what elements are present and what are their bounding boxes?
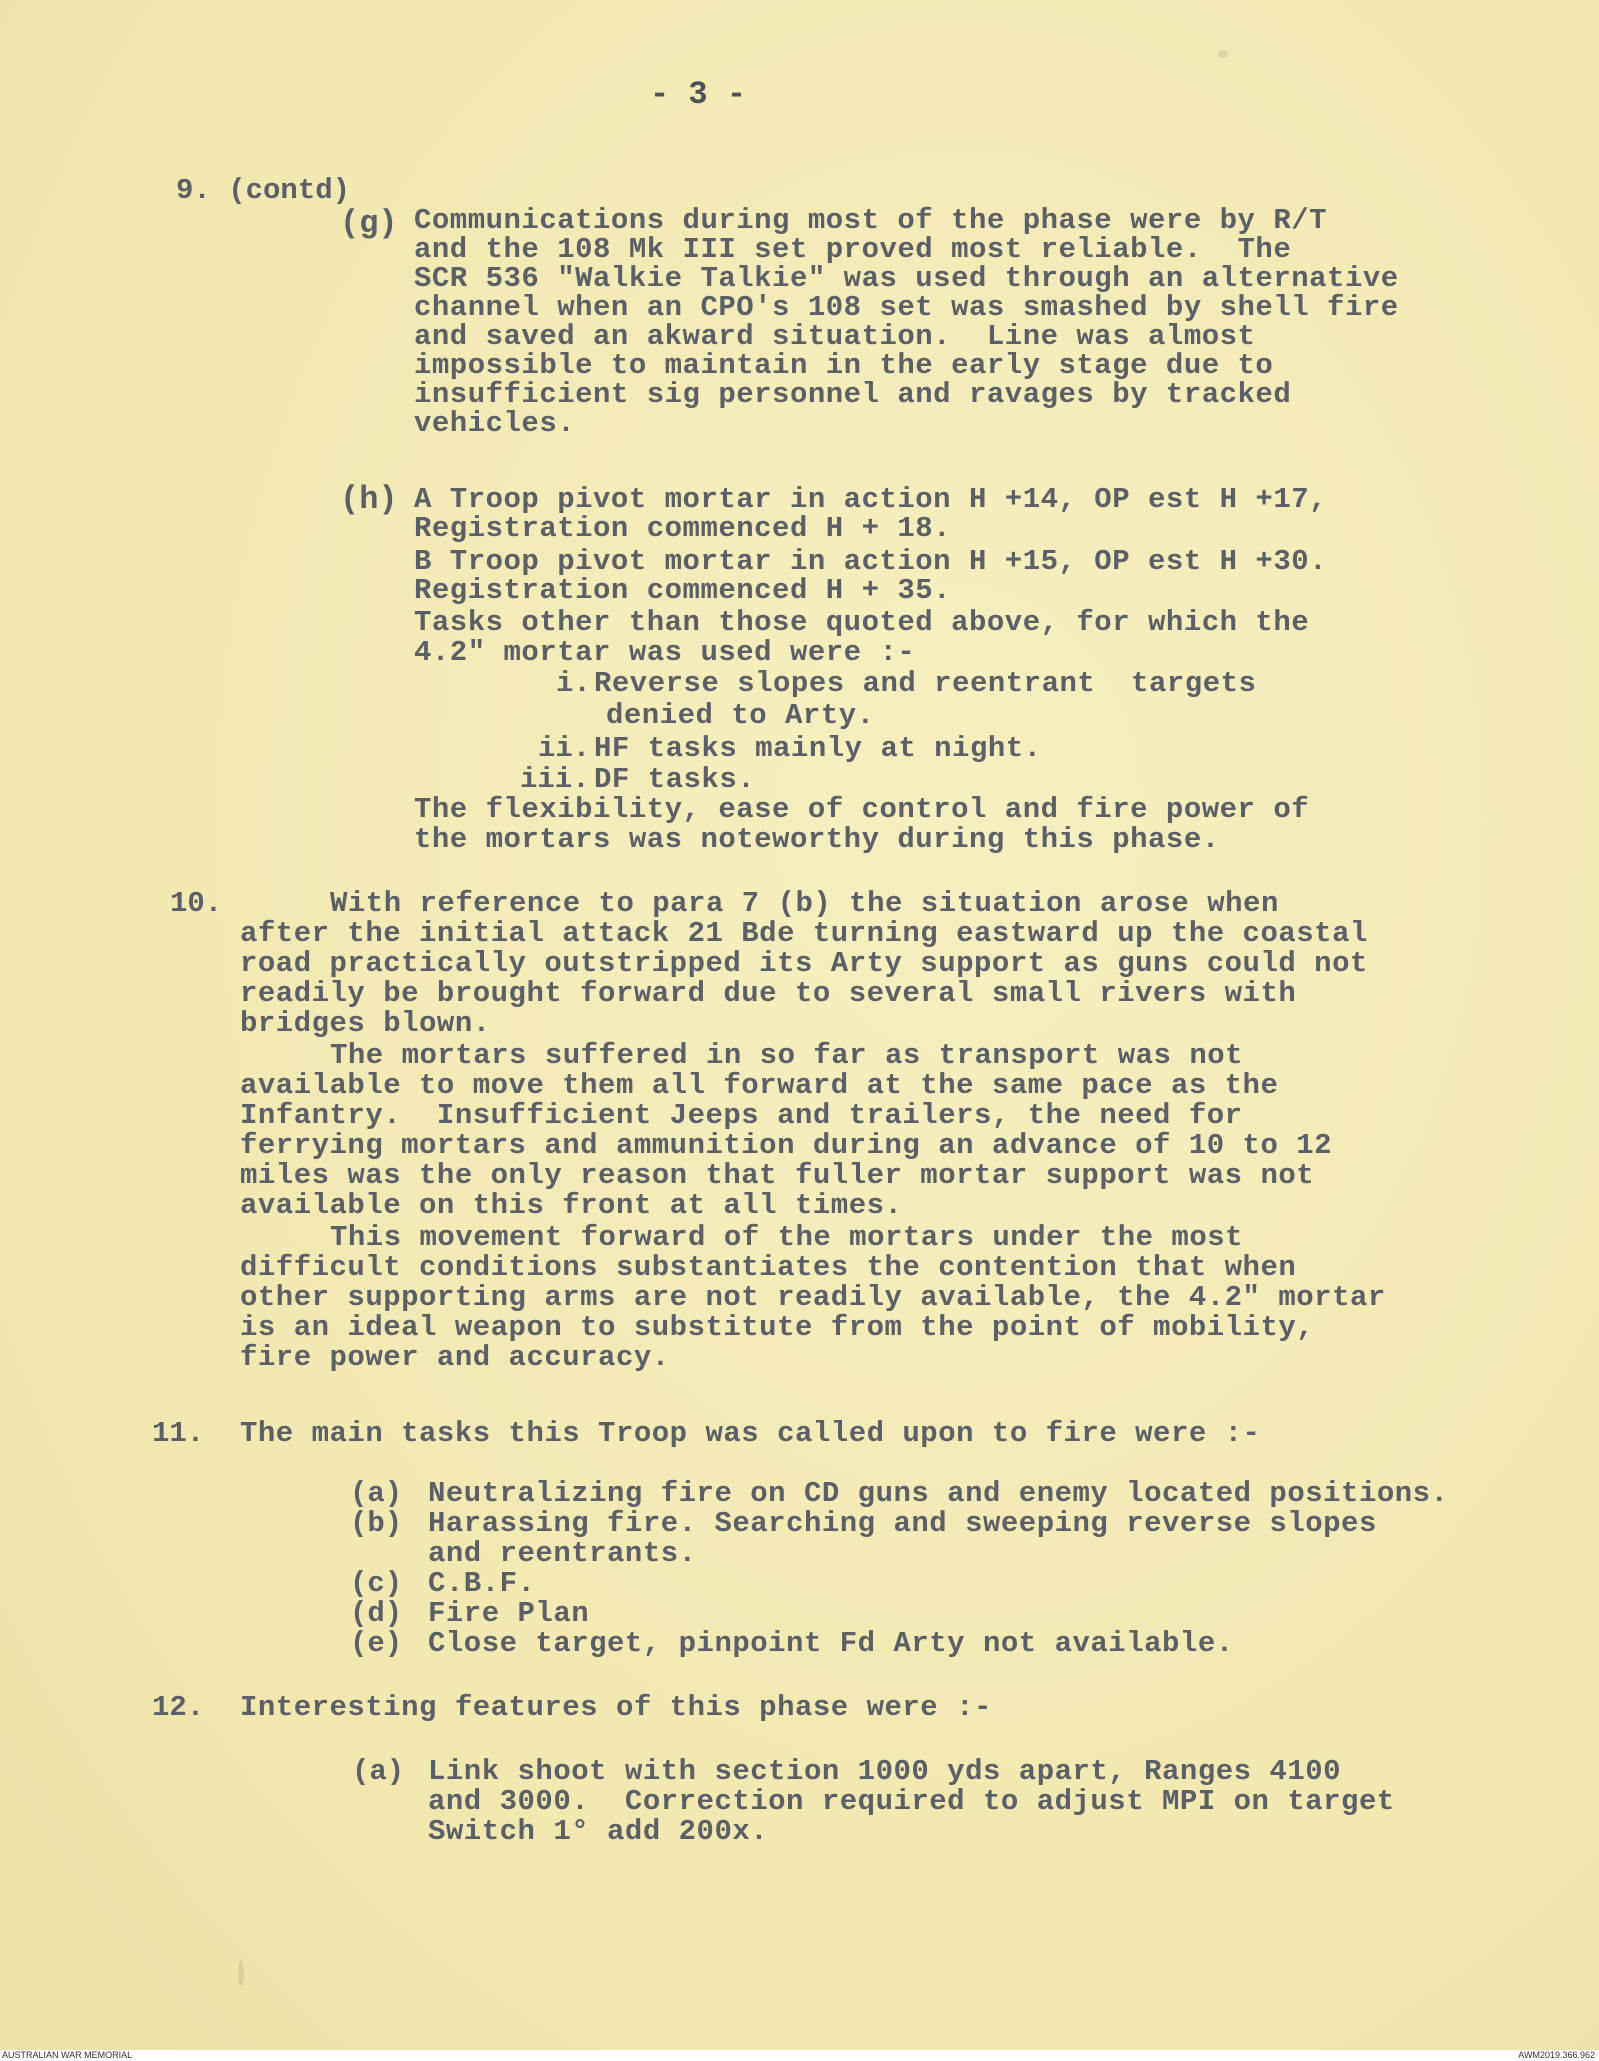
- para9-h-line: 4.2" mortar was used were :-: [414, 636, 916, 669]
- paragraph-number-12: 12.: [152, 1691, 205, 1724]
- paper-mark: [1218, 50, 1228, 58]
- para10-line: This movement forward of the mortars under the most: [330, 1221, 1244, 1254]
- para10-line: other supporting arms are not readily available, the 4.2" mortar: [240, 1281, 1386, 1314]
- item-marker: (a): [350, 1477, 403, 1510]
- para10-line: With reference to para 7 (b) the situation arose when: [330, 887, 1279, 920]
- item-marker-g: (g): [340, 205, 398, 242]
- archive-footer: [0, 2050, 1599, 2061]
- item-marker: (c): [350, 1567, 403, 1600]
- para9-g-line: Communications during most of the phase were by R/T: [414, 204, 1328, 237]
- paragraph-number-11: 11.: [152, 1417, 205, 1450]
- para12-item-line: Switch 1° add 200x.: [428, 1815, 769, 1848]
- task-line: DF tasks.: [594, 763, 756, 796]
- para9-h-line: Tasks other than those quoted above, for which the: [414, 606, 1310, 639]
- paper-mark: [238, 1960, 244, 1986]
- task-line: denied to Arty.: [606, 699, 875, 732]
- para11-item-line: C.B.F.: [428, 1567, 536, 1600]
- para11-item-line: Neutralizing fire on CD guns and enemy located positions.: [428, 1477, 1449, 1510]
- para10-line: miles was the only reason that fuller mortar support was not: [240, 1159, 1315, 1192]
- para9-g-line: vehicles.: [414, 407, 576, 440]
- para10-line: The mortars suffered in so far as transport was not: [330, 1039, 1244, 1072]
- para9-g-line: impossible to maintain in the early stage due to: [414, 349, 1274, 382]
- para9-g-line: and saved an akward situation. Line was almost: [414, 320, 1256, 353]
- task-number: i.: [556, 667, 591, 700]
- para9-g-line: SCR 536 "Walkie Talkie" was used through an alternative: [414, 262, 1399, 295]
- task-line: Reverse slopes and reentrant targets: [594, 667, 1257, 700]
- para9-g-line: insufficient sig personnel and ravages by tracked: [414, 378, 1292, 411]
- item-marker: (a): [352, 1755, 405, 1788]
- paragraph-number-10: 10.: [170, 887, 223, 920]
- para10-line: road practically outstripped its Arty support as guns could not: [240, 947, 1368, 980]
- para10-line: difficult conditions substantiates the contention that when: [240, 1251, 1297, 1284]
- task-line: HF tasks mainly at night.: [594, 732, 1042, 765]
- para10-line: available to move them all forward at the same pace as the: [240, 1069, 1279, 1102]
- para10-line: readily be brought forward due to several small rivers with: [240, 977, 1297, 1010]
- para11-item-line: Fire Plan: [428, 1597, 590, 1630]
- para10-line: available on this front at all times.: [240, 1189, 903, 1222]
- item-marker: (b): [350, 1507, 403, 1540]
- para9-g-line: and the 108 Mk III set proved most reliable. The: [414, 233, 1292, 266]
- item-marker: (d): [350, 1597, 403, 1630]
- para9-h-line: Registration commenced H + 18.: [414, 512, 952, 545]
- page-number: - 3 -: [650, 76, 747, 113]
- item-marker: (e): [350, 1627, 403, 1660]
- para9-h-closing: The flexibility, ease of control and fire power of: [414, 793, 1310, 826]
- archive-reference: AWM2019.366.962: [1518, 2050, 1595, 2060]
- para11-item-line: and reentrants.: [428, 1537, 697, 1570]
- para10-line: bridges blown.: [240, 1007, 491, 1040]
- para10-line: Infantry. Insufficient Jeeps and trailers, the need for: [240, 1099, 1243, 1132]
- para11-item-line: Harassing fire. Searching and sweeping reverse slopes: [428, 1507, 1377, 1540]
- para10-line: fire power and accuracy.: [240, 1341, 670, 1374]
- para10-line: ferrying mortars and ammunition during an advance of 10 to 12: [240, 1129, 1333, 1162]
- para10-line: after the initial attack 21 Bde turning eastward up the coastal: [240, 917, 1368, 950]
- task-number: iii.: [520, 763, 590, 796]
- para12-intro: Interesting features of this phase were :-: [240, 1691, 992, 1724]
- para9-g-line: channel when an CPO's 108 set was smashed by shell fire: [414, 291, 1399, 324]
- para9-h-closing: the mortars was noteworthy during this phase.: [414, 823, 1220, 856]
- para9-h-line: A Troop pivot mortar in action H +14, OP est H +17,: [414, 483, 1328, 516]
- archive-name: AUSTRALIAN WAR MEMORIAL: [2, 2050, 133, 2060]
- task-number: ii.: [538, 732, 591, 765]
- paragraph-number-9: 9. (contd): [176, 174, 351, 207]
- para9-h-line: Registration commenced H + 35.: [414, 574, 952, 607]
- para10-line: is an ideal weapon to substitute from the point of mobility,: [240, 1311, 1315, 1344]
- para12-item-line: Link shoot with section 1000 yds apart, Ranges 4100: [428, 1755, 1342, 1788]
- para9-h-line: B Troop pivot mortar in action H +15, OP est H +30.: [414, 545, 1328, 578]
- para11-item-line: Close target, pinpoint Fd Arty not available.: [428, 1627, 1234, 1660]
- para11-intro: The main tasks this Troop was called upon to fire were :-: [240, 1417, 1261, 1450]
- item-marker-h: (h): [340, 481, 398, 518]
- para12-item-line: and 3000. Correction required to adjust MPI on target: [428, 1785, 1395, 1818]
